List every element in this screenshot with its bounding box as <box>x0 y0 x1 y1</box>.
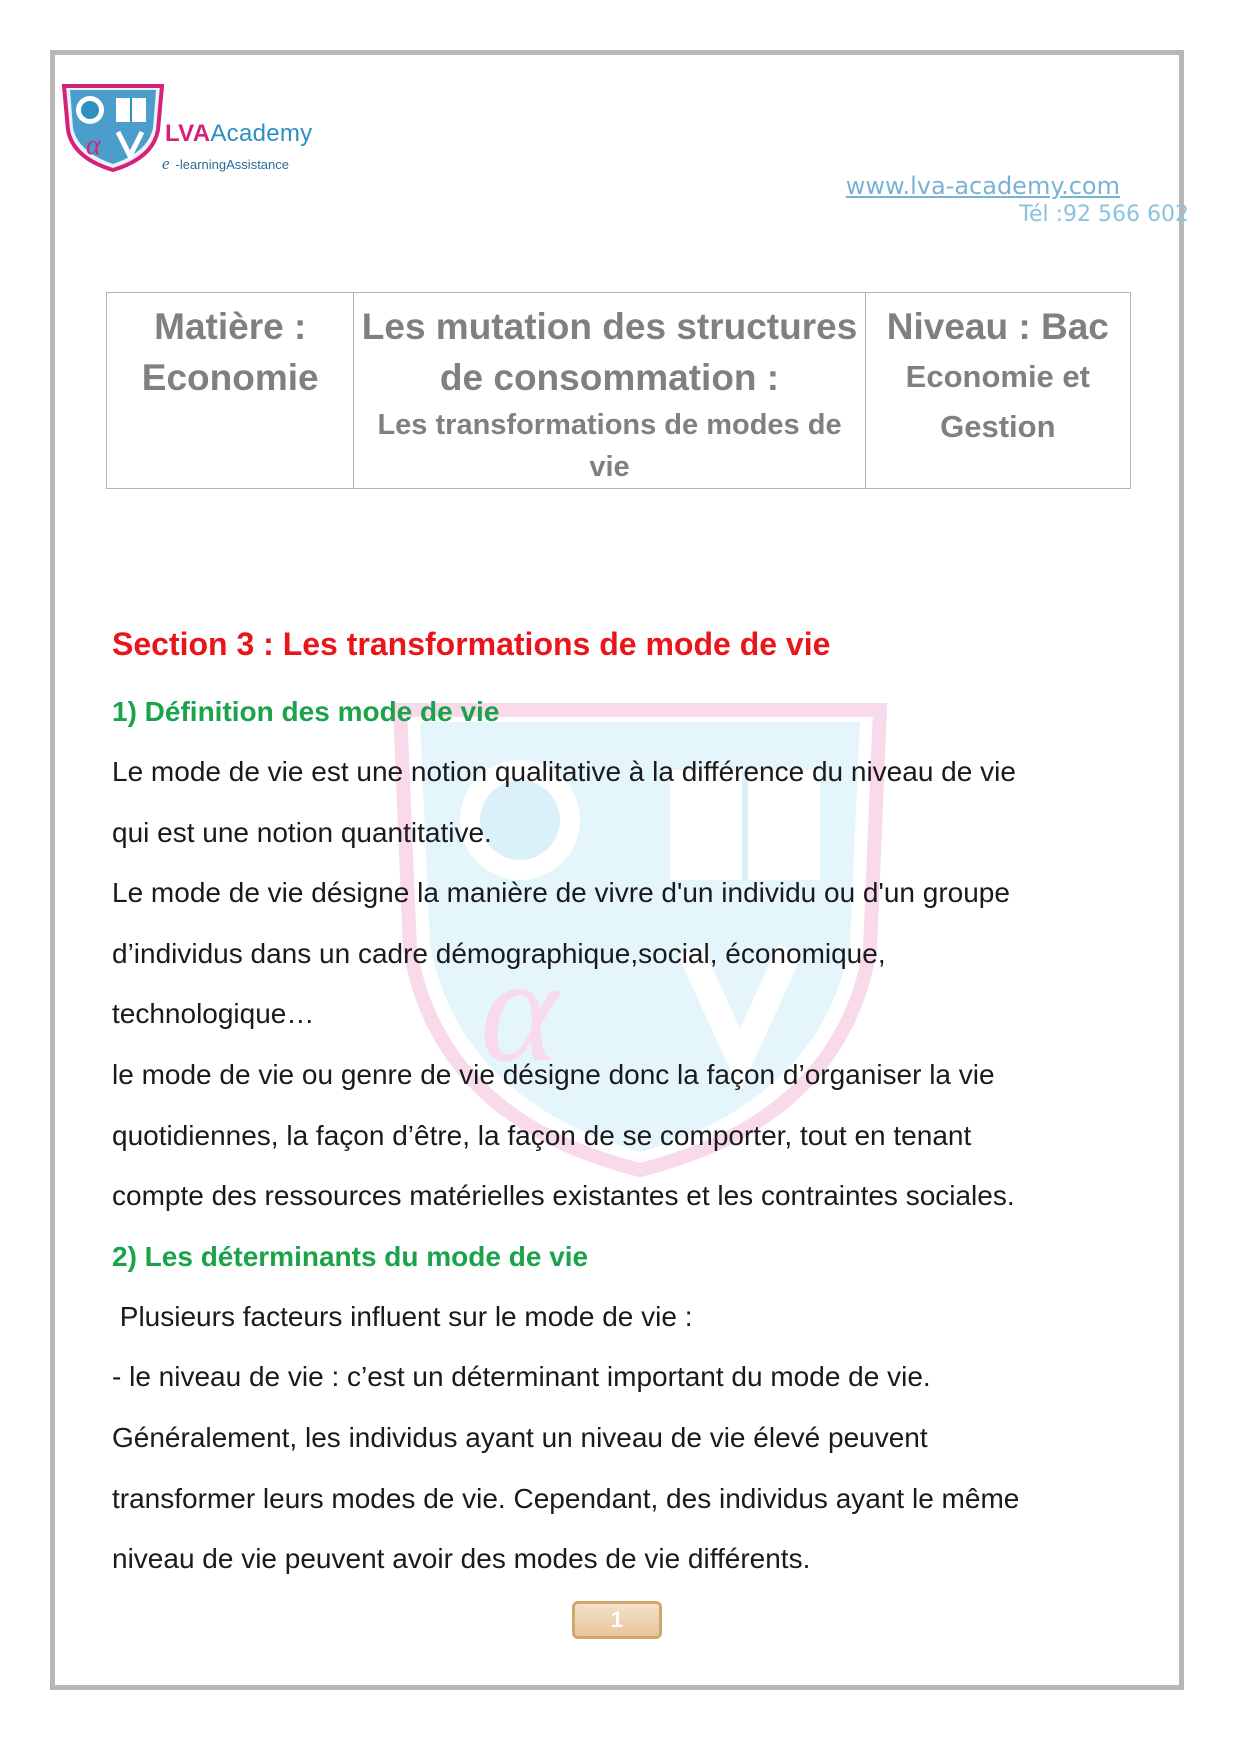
paragraph-line: Généralement, les individus ayant un niveau de vie élevé peuvent <box>112 1421 928 1453</box>
brand-name-lva: LVA <box>165 120 211 147</box>
title-line-1: Les mutation des structures <box>361 306 858 347</box>
svg-text:α: α <box>86 130 101 161</box>
paragraph-line: le mode de vie ou genre de vie désigne donc la façon d’organiser la vie <box>112 1058 995 1090</box>
phone-number: Tél :92 566 602 <box>1019 202 1189 227</box>
subtitle-line-2: vie <box>589 451 630 483</box>
level-label: Niveau : Bac <box>886 306 1109 347</box>
paragraph-line: compte des ressources matérielles existantes et les contraintes sociales. <box>112 1180 1015 1212</box>
brand-tagline-text: -learningAssistance <box>175 157 289 172</box>
title-line-2: de consommation : <box>439 357 780 398</box>
subject-label: Matière : <box>154 306 307 347</box>
paragraph-line: d’individus dans un cadre démographique,social, économique, <box>112 937 886 969</box>
paragraph-line: qui est une notion quantitative. <box>112 816 492 848</box>
paragraph-line: transformer leurs modes de vie. Cependant, des individus ayant le même <box>112 1482 1020 1514</box>
title-cell <box>354 293 865 489</box>
level-cell <box>865 293 1130 489</box>
lva-academy-logo <box>58 80 168 172</box>
subject-cell <box>107 293 354 489</box>
page-number: 1 <box>572 1601 662 1639</box>
level-track-line-2: Gestion <box>940 409 1056 444</box>
subheading-determinants: 2) Les déterminants du mode de vie <box>112 1240 589 1272</box>
svg-text:α: α <box>480 927 559 1093</box>
website-link[interactable]: www.lva-academy.com <box>845 172 1120 200</box>
subtitle-line-1: Les transformations de modes de <box>377 409 842 441</box>
subject-value: Economie <box>141 357 319 398</box>
level-track-line-1: Economie et <box>905 359 1090 394</box>
brand-tagline-e: e <box>162 154 170 173</box>
paragraph-line: Plusieurs facteurs influent sur le mode de vie : <box>112 1300 693 1332</box>
brand-tagline <box>162 154 289 174</box>
contact-block <box>845 172 1189 227</box>
paragraph-line: Le mode de vie désigne la manière de vivre d'un individu ou d'un groupe <box>112 877 1010 909</box>
main-content <box>112 620 1122 1590</box>
brand-name-academy: Academy <box>210 120 313 147</box>
paragraph-line: technologique… <box>112 998 315 1030</box>
subheading-definition: 1) Définition des mode de vie <box>112 696 500 727</box>
brand-name <box>165 120 313 148</box>
paragraph-line: niveau de vie peuvent avoir des modes de vie différents. <box>112 1543 811 1575</box>
paragraph-line: quotidiennes, la façon d’être, la façon de se comporter, tout en tenant <box>112 1119 972 1151</box>
paragraph-line: Le mode de vie est une notion qualitative à la différence du niveau de vie <box>112 756 1016 787</box>
section-title: Section 3 : Les transformations de mode de vie <box>112 626 831 662</box>
header-table <box>106 292 1131 489</box>
paragraph-line: - le niveau de vie : c’est un déterminant important du mode de vie. <box>112 1361 931 1393</box>
